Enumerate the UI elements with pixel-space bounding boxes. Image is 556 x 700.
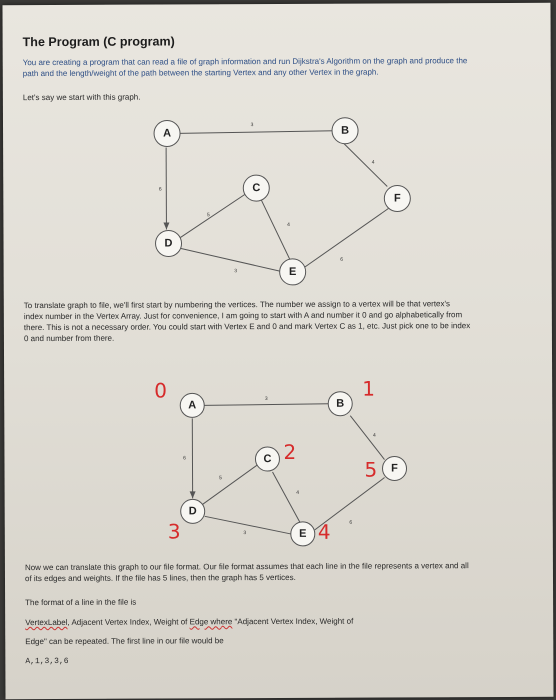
- edge-a-b: [179, 131, 334, 134]
- weight-label: 4: [296, 489, 300, 496]
- format-label: The format of a line in the file is: [25, 597, 137, 608]
- translate-line-1: To translate graph to file, we'll first start by numbering the vertices. The number we assign to a vertex will be that vertex's: [23, 299, 451, 311]
- example-line: A,1,3,3,6: [25, 656, 69, 667]
- arrow-head: [190, 491, 196, 498]
- page-title: The Program (C program): [22, 34, 175, 50]
- weight-label: 4: [371, 159, 375, 166]
- node-d-label: D: [164, 237, 173, 250]
- weight-label: 6: [183, 455, 186, 462]
- edge-c-e: [261, 200, 289, 259]
- edge-d-e: [181, 248, 284, 275]
- node-f-label: F: [391, 462, 398, 475]
- node-c-label: C: [263, 453, 272, 466]
- node-f-label: F: [393, 192, 401, 205]
- weight-label: 3: [264, 396, 268, 403]
- weight-label: 3: [234, 268, 238, 275]
- node-a-label: A: [188, 399, 197, 412]
- document-page: [2, 3, 553, 699]
- graph-1: [2, 3, 553, 699]
- weight-label: 3: [250, 122, 254, 129]
- lets-start-text: Let's say we start with this graph.: [22, 92, 141, 103]
- weight-label: 6: [349, 519, 353, 526]
- handwritten-index: 1: [362, 376, 375, 401]
- graph-1-nodes: [154, 117, 411, 285]
- node-b-label: B: [336, 397, 345, 410]
- node-e-label: E: [288, 265, 297, 278]
- file-line-1: Now we can translate this graph to our file format. Our file format assumes that each line in the file represents a vertex and all: [24, 561, 469, 573]
- translate-line-3: there. This is not a necessary order. You could start with Vertex E and 0 and mark Vertex C as 1, etc. Just pick one to be index: [23, 321, 471, 333]
- edge-c-e: [273, 472, 301, 524]
- edge-b-f: [343, 143, 387, 187]
- handwritten-index: 0: [154, 378, 167, 403]
- weight-label: 4: [287, 221, 290, 228]
- edge-d-e: [205, 516, 291, 537]
- format-text: "Adjacent Vertex Index, Weight of: [232, 616, 354, 627]
- format-text: , Adjacent Vertex Index, Weight of: [67, 617, 190, 627]
- edge-e-f: [303, 209, 388, 268]
- edge-c-d: [202, 464, 258, 504]
- graph-1-edges: [163, 131, 389, 273]
- format-line-1: [25, 616, 353, 629]
- node-d-label: D: [188, 505, 197, 518]
- graph-1-weights: [159, 122, 376, 275]
- node-a-label: A: [163, 127, 172, 140]
- edge-where-term: Edge where: [189, 617, 233, 627]
- intro-line-1: You are creating a program that can read a file of graph information and run Dijkstra's Algorithm on the graph and produce the: [22, 56, 468, 68]
- weight-label: 4: [372, 432, 376, 439]
- handwritten-index: 5: [364, 457, 378, 482]
- handwritten-index: 3: [167, 519, 181, 544]
- format-line-2: Edge" can be repeated. The first line in our file would be: [25, 636, 224, 647]
- vertex-label-term: VertexLabel: [25, 617, 68, 628]
- graph-2-weights: [183, 396, 377, 537]
- node-e-label: E: [299, 527, 307, 540]
- handwritten-index: 4: [317, 519, 331, 544]
- edge-c-d: [180, 192, 248, 237]
- weight-label: 6: [158, 186, 162, 193]
- intro-line-2: path and the length/weight of the path between the starting Vertex and any other Vertex in the graph.: [22, 67, 379, 79]
- arrow-head: [163, 222, 169, 229]
- node-c-label: C: [252, 182, 261, 195]
- graph-2-edges: [189, 404, 385, 535]
- translate-line-4: 0 and number from there.: [23, 333, 115, 344]
- handwritten-index: 2: [283, 439, 297, 464]
- edge-b-f: [350, 416, 384, 460]
- file-line-2: of its edges and weights. If the file has 5 lines, then the graph has 5 vertices.: [24, 572, 296, 584]
- weight-label: 3: [243, 530, 247, 537]
- weight-label: 5: [219, 475, 222, 482]
- node-b-label: B: [341, 124, 350, 137]
- translate-line-2: index number in the Vertex Array. Just for convenience, I am going to start with A and number it 0 and go alphabetically from: [23, 310, 463, 322]
- edge-a-b: [204, 404, 329, 406]
- weight-label: 5: [207, 212, 210, 219]
- weight-label: 6: [340, 256, 344, 263]
